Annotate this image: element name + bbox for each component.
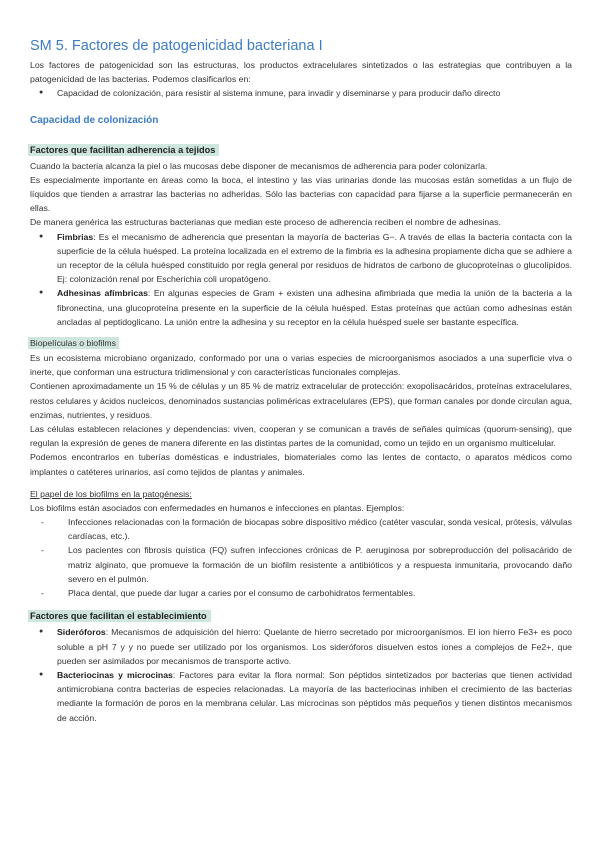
definition: : En algunas especies de Gram + existen una adhesina afimbriada que media la unión de la bacteria a la fibronectina, una glucoproteína presente en la superficie de la célula huésped. Estas proteínas que actúan como adhesinas están ancladas al peptidoglicano. La unión entre la adhesina y su receptor en la célula huésped suele ser bastante específica.	[57, 288, 572, 327]
adhesinas-list	[30, 230, 572, 329]
paragraph: Cuando la bacteria alcanza la piel o las mucosas debe disponer de mecanismos de adherencia para poder colonizarla.	[30, 160, 488, 171]
paragraph: Los biofilms están asociados con enfermedades en humanos e infecciones en plantas. Ejemplos:	[30, 502, 405, 513]
term-afimbricas: Adhesinas afímbricas	[57, 288, 148, 299]
list-item-sideroforos	[30, 625, 572, 668]
definition: : Factores para evitar la flora normal: Son péptidos sintetizados por bacterias que tienen actividad antimicrobiana contra bacterias de especies relacionadas. La mayoría de las bacteriocinas inhiben el crecimiento de las bacterias mediante la formación de poros en la membrana celular. Las microcinas son péptidos más pequeños y tienen distintos mecanismos de acción.	[57, 669, 572, 723]
intro-list	[30, 86, 572, 100]
definition: : Mecanismos de adquisición del hierro: Quelante de hierro secretado por microorganismos. El ion hierro Fe3+ es poco soluble a pH 7 y y no puede ser utilizado por los organismos. Los sideróforos disuelven estos iones a complejos de Fe2+, que pueden ser asimilados por mecanismos de transporte activo.	[57, 627, 572, 666]
list-item: ● Capacidad de colonización, para resistir al sistema inmune, para invadir y diseminarse y para producir daño directo	[30, 86, 572, 100]
subheading-adherencia: Factores que facilitan adherencia a tejidos	[28, 144, 219, 156]
list-item-fimbrias	[30, 230, 572, 287]
list-item-afimbricas	[30, 286, 572, 329]
paragraph: De manera genérica las estructuras bacterianas que median este proceso de adherencia reciben el nombre de adhesinas.	[30, 217, 501, 228]
list-item: - Infecciones relacionadas con la formación de biocapas sobre dispositivo médico (catéter vascular, sonda vesical, prótesis, válvulas cardíacas, etc.).	[30, 515, 572, 543]
paragraph: Contienen aproximadamente un 15 % de células y un 85 % de matriz extracelular de protección: exopolisacáridos, proteínas extracelulares, restos celulares y ácidos nucleicos, denominados sustancias poliméricas extracelulares (EPS), que forman canales por donde circulan agua, enzimas, nutrientes, y residuos.	[30, 381, 572, 420]
paragraph: Las células establecen relaciones y dependencias: viven, cooperan y se comunican a través de señales químicas (quorum-sensing), que regulan la expresión de genes de manera diferente en las distintas partes de la comunidad, como un tejido en un organismo multicelular.	[30, 424, 572, 449]
subheading-establecimiento: Factores que facilitan el establecimiento	[28, 610, 211, 622]
page-title: SM 5. Factores de patogenicidad bacteriana I	[30, 38, 323, 54]
establecimiento-list	[30, 625, 572, 724]
paragraph: Es especialmente importante en áreas como la boca, el intestino y las vías urinarias donde las mucosas están sometidas a un flujo de líquidos que tienden a arrastrar las bacterias no adheridas. Sólo las bacterias con capacidad para fijarse a la superficie permanecerán en ellas.	[30, 174, 572, 214]
list-item: - Placa dental, que puede dar lugar a caries por el consumo de carbohidratos fermentables.	[30, 586, 572, 600]
definition: : Es el mecanismo de adherencia que presentan la mayoría de bacterias G−. A través de ellas la bacteria contacta con la superficie de la célula huésped. La proteína localizada en el extremo de la fimbria es la adhesina propiamente dicha que se adhiere a un receptor de la célula huésped constituido por regla general por residuos de hidratos de carbono de glucoproteínas o glucolípidos. Ej: colonización renal por Escherichia coli uropatógeno.	[57, 231, 572, 285]
term-sideroforos: Sideróforos	[57, 627, 106, 638]
subheading-biofilms: Biopelículas o biofilms	[28, 337, 119, 349]
paragraph: Podemos encontrarlos en tuberías domésticas e industriales, biomateriales como las lentes de contacto, o aparatos médicos como implantes o catéteres urinarios, así como tejidos de plantas y animales.	[30, 452, 572, 477]
section-heading-colonizacion: Capacidad de colonización	[30, 114, 159, 126]
term-fimbrias: Fimbrias	[57, 231, 94, 242]
list-item-bacteriocinas	[30, 668, 572, 725]
paragraph: Es un ecosistema microbiano organizado, conformado por una o varias especies de microorganismos asociados a una superficie viva o inerte, que conforman una estructura tridimensional y con características funcionales complejas.	[30, 353, 572, 378]
term-bacteriocinas: Bacteriocinas y microcinas	[57, 669, 173, 680]
list-item: - Los pacientes con fibrosis quística (FQ) sufren infecciones crónicas de P. aeruginosa por sobreproducción del polisacárido de matriz alginato, que promueve la formación de un biofilm resistente a antibióticos y a respuesta inmunitaria, provocando daño severo en el pulmón.	[30, 543, 572, 586]
intro-paragraph: Los factores de patogenicidad son las estructuras, los productos extracelulares sintetizados o las estrategias que contribuyen a la patogenicidad de las bacterias. Podemos clasificarlos en:	[30, 60, 572, 85]
patogenesis-list	[30, 515, 572, 600]
subheading-patogenesis: El papel de los biofilms en la patogénesis:	[30, 488, 192, 499]
